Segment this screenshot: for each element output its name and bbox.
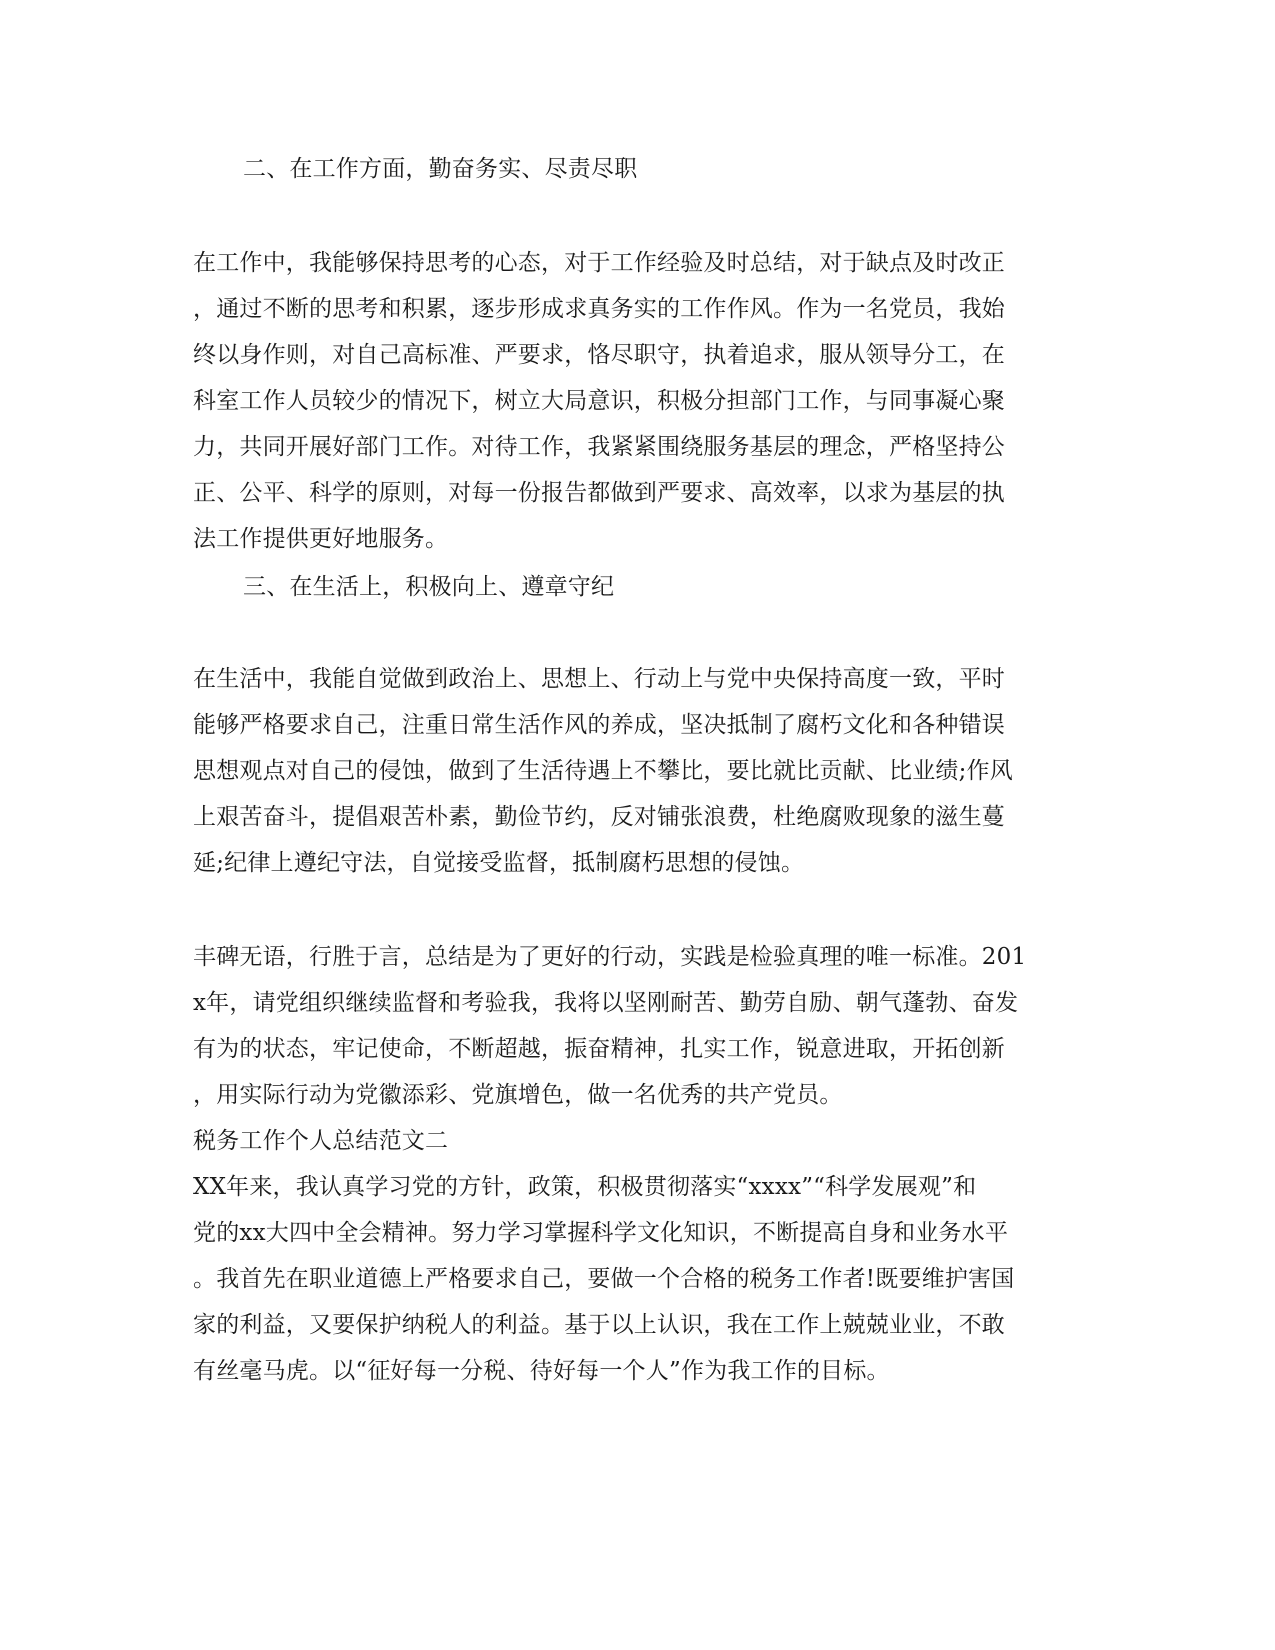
paragraph-line: 思想观点对自己的侵蚀，做到了生活待遇上不攀比，要比就比贡献、比业绩;作风 bbox=[193, 758, 1013, 784]
paragraph-line: 有为的状态，牢记使命，不断超越，振奋精神，扎实工作，锐意进取，开拓创新 bbox=[193, 1036, 1005, 1062]
paragraph-line: 家的利益，又要保护纳税人的利益。基于以上认识，我在工作上兢兢业业，不敢 bbox=[193, 1312, 1005, 1338]
paragraph-line: XX年来，我认真学习党的方针，政策，积极贯彻落实“xxxx”“科学发展观”和 bbox=[193, 1174, 977, 1200]
paragraph-line: ，用实际行动为党徽添彩、党旗增色，做一名优秀的共产党员。 bbox=[193, 1082, 843, 1108]
paragraph-line: ，通过不断的思考和积累，逐步形成求真务实的工作作风。作为一名党员，我始 bbox=[193, 296, 1005, 322]
paragraph-line: 在工作中，我能够保持思考的心态，对于工作经验及时总结，对于缺点及时改正 bbox=[193, 250, 1005, 276]
paragraph-line: 正、公平、科学的原则，对每一份报告都做到严要求、高效率，以求为基层的执 bbox=[193, 480, 1005, 506]
paragraph-line: x年，请党组织继续监督和考验我，我将以坚刚耐苦、勤劳自励、朝气蓬勃、奋发 bbox=[193, 990, 1019, 1016]
paragraph-line: 在生活中，我能自觉做到政治上、思想上、行动上与党中央保持高度一致，平时 bbox=[193, 666, 1005, 692]
paragraph-line: 力，共同开展好部门工作。对待工作，我紧紧围绕服务基层的理念，严格坚持公 bbox=[193, 434, 1005, 460]
paragraph-line: 上艰苦奋斗，提倡艰苦朴素，勤俭节约，反对铺张浪费，杜绝腐败现象的滋生蔓 bbox=[193, 804, 1005, 830]
paragraph-line: 终以身作则，对自己高标准、严要求，恪尽职守，执着追求，服从领导分工，在 bbox=[193, 342, 1005, 368]
paragraph-line: 丰碑无语，行胜于言，总结是为了更好的行动，实践是检验真理的唯一标准。201 bbox=[193, 944, 1027, 970]
section-heading-work: 二、在工作方面，勤奋务实、尽责尽职 bbox=[243, 156, 638, 182]
document-subtitle: 税务工作个人总结范文二 bbox=[193, 1128, 449, 1154]
paragraph-line: 科室工作人员较少的情况下，树立大局意识，积极分担部门工作，与同事凝心聚 bbox=[193, 388, 1005, 414]
paragraph-line: 延;纪律上遵纪守法，自觉接受监督，抵制腐朽思想的侵蚀。 bbox=[193, 850, 805, 876]
paragraph-line: 有丝毫马虎。以“征好每一分税、待好每一个人”作为我工作的目标。 bbox=[193, 1358, 890, 1384]
paragraph-line: 。我首先在职业道德上严格要求自己，要做一个合格的税务工作者!既要维护害国 bbox=[193, 1266, 1015, 1292]
paragraph-line: 法工作提供更好地服务。 bbox=[193, 526, 449, 552]
section-heading-life: 三、在生活上，积极向上、遵章守纪 bbox=[243, 574, 615, 600]
paragraph-line: 能够严格要求自己，注重日常生活作风的养成，坚决抵制了腐朽文化和各种错误 bbox=[193, 712, 1005, 738]
paragraph-line: 党的xx大四中全会精神。努力学习掌握科学文化知识，不断提高自身和业务水平 bbox=[193, 1220, 1009, 1246]
